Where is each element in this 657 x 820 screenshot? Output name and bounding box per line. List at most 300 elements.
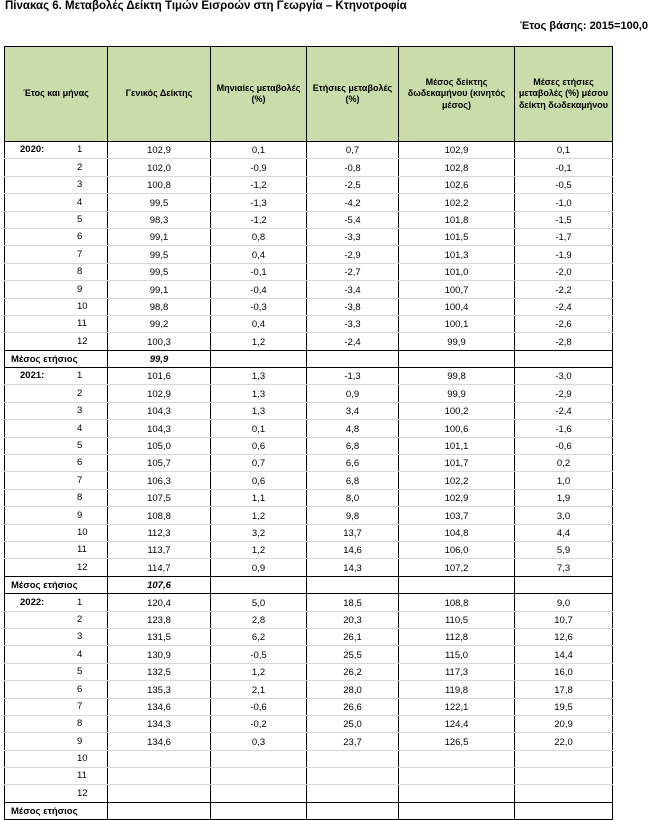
avg-annual-change-cell: 20,9 [515, 715, 613, 732]
month-label: 3 [77, 179, 83, 191]
general-index-cell: 105,0 [108, 437, 211, 454]
table-row [5, 420, 613, 437]
avg-annual-change-cell: -1,0 [515, 194, 613, 211]
month-label: 11 [77, 544, 87, 556]
general-index-cell: 99,5 [108, 194, 211, 211]
year-month-cell [5, 646, 108, 663]
empty-cell [307, 350, 399, 367]
year-month-cell [5, 402, 108, 419]
monthly-change-cell: 1,3 [211, 385, 307, 402]
annual-average-label: Μέσος ετήσιος [5, 576, 108, 593]
monthly-change-cell: -0,6 [211, 698, 307, 715]
monthly-change-cell: 1,2 [211, 507, 307, 524]
year-month-cell [5, 733, 108, 750]
general-index-cell: 108,8 [108, 507, 211, 524]
table-row [5, 385, 613, 402]
avg-annual-change-cell: 19,5 [515, 698, 613, 715]
year-month-cell [5, 472, 108, 489]
monthly-change-cell: -1,2 [211, 176, 307, 193]
annual-average-row [5, 802, 613, 819]
general-index-cell: 113,7 [108, 541, 211, 558]
monthly-change-cell [211, 768, 307, 785]
moving-average-cell: 115,0 [399, 646, 515, 663]
avg-annual-change-cell: -2,4 [515, 402, 613, 419]
moving-average-cell: 107,2 [399, 559, 515, 576]
month-label: 8 [77, 718, 83, 730]
moving-average-cell [399, 750, 515, 767]
empty-cell [399, 350, 515, 367]
year-month-cell [5, 298, 108, 315]
moving-average-cell: 117,3 [399, 663, 515, 680]
year-month-cell [5, 698, 108, 715]
moving-average-cell: 102,9 [399, 142, 515, 159]
monthly-change-cell: 0,8 [211, 228, 307, 245]
monthly-change-cell: 0,4 [211, 315, 307, 332]
month-label: 4 [77, 422, 83, 434]
table-row [5, 263, 613, 280]
table-row [5, 298, 613, 315]
annual-change-cell: 6,8 [307, 472, 399, 489]
month-label: 11 [77, 318, 87, 330]
monthly-change-cell: -1,2 [211, 211, 307, 228]
month-label: 12 [77, 335, 88, 347]
annual-change-cell: 6,6 [307, 455, 399, 472]
month-label: 3 [77, 405, 83, 417]
moving-average-cell: 100,1 [399, 315, 515, 332]
annual-change-cell: 25,5 [307, 646, 399, 663]
moving-average-cell: 100,2 [399, 402, 515, 419]
table-row [5, 681, 613, 698]
table-row [5, 785, 613, 802]
header-avg-annual-change: Μέσες ετήσιες μεταβολές (%) μέσου δείκτη δωδεκαμήνου [515, 47, 613, 142]
general-index-cell: 99,2 [108, 315, 211, 332]
annual-change-cell: -3,8 [307, 298, 399, 315]
general-index-cell: 99,5 [108, 246, 211, 263]
avg-annual-change-cell: -1,5 [515, 211, 613, 228]
table-row [5, 437, 613, 454]
avg-annual-change-cell: 0,2 [515, 455, 613, 472]
table-row [5, 611, 613, 628]
table-row [5, 628, 613, 645]
empty-cell [211, 350, 307, 367]
year-month-cell [5, 176, 108, 193]
annual-change-cell: -3,3 [307, 315, 399, 332]
month-label: 3 [77, 631, 83, 643]
year-month-cell [5, 628, 108, 645]
year-month-cell [5, 159, 108, 176]
header-moving-average: Μέσος δείκτης δωδεκαμήνου (κινητός μέσος) [399, 47, 515, 142]
index-table-container [4, 46, 613, 820]
month-label: 4 [77, 648, 83, 660]
month-label: 5 [77, 666, 83, 678]
general-index-cell: 107,5 [108, 489, 211, 506]
month-label: 10 [77, 753, 88, 765]
month-label: 5 [77, 440, 83, 452]
year-month-cell [5, 228, 108, 245]
moving-average-cell: 101,5 [399, 228, 515, 245]
monthly-change-cell: 3,2 [211, 524, 307, 541]
year-month-cell [5, 315, 108, 332]
month-label: 4 [77, 196, 83, 208]
annual-change-cell [307, 750, 399, 767]
year-month-cell [5, 142, 108, 159]
month-label: 1 [77, 144, 83, 156]
general-index-cell: 114,7 [108, 559, 211, 576]
monthly-change-cell: 5,0 [211, 594, 307, 611]
avg-annual-change-cell: -1,6 [515, 420, 613, 437]
annual-change-cell: 26,6 [307, 698, 399, 715]
annual-change-cell: 9,8 [307, 507, 399, 524]
general-index-cell: 99,5 [108, 263, 211, 280]
avg-annual-change-cell: -2,0 [515, 263, 613, 280]
table-row [5, 472, 613, 489]
table-row [5, 228, 613, 245]
table-row [5, 524, 613, 541]
general-index-cell: 102,9 [108, 142, 211, 159]
table-row [5, 194, 613, 211]
monthly-change-cell: -0,5 [211, 646, 307, 663]
avg-annual-change-cell: -3,0 [515, 368, 613, 385]
month-label: 6 [77, 683, 83, 695]
annual-change-cell [307, 768, 399, 785]
monthly-change-cell [211, 785, 307, 802]
avg-annual-change-cell: 7,3 [515, 559, 613, 576]
table-row [5, 368, 613, 385]
avg-annual-change-cell [515, 768, 613, 785]
moving-average-cell: 100,6 [399, 420, 515, 437]
empty-cell [515, 576, 613, 593]
annual-change-cell: 3,4 [307, 402, 399, 419]
month-label: 6 [77, 231, 83, 243]
table-row [5, 507, 613, 524]
monthly-change-cell: 2,1 [211, 681, 307, 698]
avg-annual-change-cell: 22,0 [515, 733, 613, 750]
avg-annual-change-cell: -0,1 [515, 159, 613, 176]
general-index-cell: 104,3 [108, 420, 211, 437]
year-month-cell [5, 368, 108, 385]
general-index-cell: 99,1 [108, 281, 211, 298]
year-month-cell [5, 785, 108, 802]
annual-change-cell: 14,3 [307, 559, 399, 576]
avg-annual-change-cell: -2,6 [515, 315, 613, 332]
general-index-cell: 100,3 [108, 333, 211, 350]
monthly-change-cell: 0,6 [211, 472, 307, 489]
annual-change-cell: 14,6 [307, 541, 399, 558]
month-label: 1 [77, 596, 83, 608]
monthly-change-cell: 1,3 [211, 402, 307, 419]
annual-change-cell: -1,3 [307, 368, 399, 385]
year-month-cell [5, 715, 108, 732]
general-index-cell: 102,9 [108, 385, 211, 402]
month-label: 9 [77, 735, 83, 747]
avg-annual-change-cell: 9,0 [515, 594, 613, 611]
avg-annual-change-cell: 14,4 [515, 646, 613, 663]
moving-average-cell: 102,2 [399, 194, 515, 211]
monthly-change-cell: 0,4 [211, 246, 307, 263]
year-label: 2022: [20, 596, 45, 608]
moving-average-cell: 112,8 [399, 628, 515, 645]
table-row [5, 315, 613, 332]
annual-change-cell: 25,0 [307, 715, 399, 732]
annual-change-cell: -0,8 [307, 159, 399, 176]
month-label: 2 [77, 387, 83, 399]
month-label: 12 [77, 561, 88, 573]
moving-average-cell: 104,8 [399, 524, 515, 541]
general-index-cell: 112,3 [108, 524, 211, 541]
year-month-cell [5, 263, 108, 280]
moving-average-cell: 100,4 [399, 298, 515, 315]
table-row [5, 211, 613, 228]
moving-average-cell: 99,8 [399, 368, 515, 385]
annual-average-row [5, 350, 613, 367]
annual-change-cell: -5,4 [307, 211, 399, 228]
avg-annual-change-cell: 17,8 [515, 681, 613, 698]
header-monthly-change: Μηνιαίες μεταβολές (%) [211, 47, 307, 142]
table-row [5, 455, 613, 472]
general-index-cell: 98,3 [108, 211, 211, 228]
year-month-cell [5, 750, 108, 767]
month-label: 10 [77, 526, 88, 538]
annual-average-label: Μέσος ετήσιος [5, 350, 108, 367]
avg-annual-change-cell: 3,0 [515, 507, 613, 524]
annual-change-cell: 20,3 [307, 611, 399, 628]
annual-change-cell: 28,0 [307, 681, 399, 698]
table-row [5, 159, 613, 176]
monthly-change-cell: -0,3 [211, 298, 307, 315]
table-row [5, 594, 613, 611]
empty-cell [515, 802, 613, 819]
annual-average-label: Μέσος ετήσιος [5, 802, 108, 819]
month-label: 8 [77, 492, 83, 504]
annual-average-value: 107,6 [108, 576, 211, 593]
table-row [5, 281, 613, 298]
general-index-cell: 134,6 [108, 733, 211, 750]
moving-average-cell: 100,7 [399, 281, 515, 298]
year-month-cell [5, 455, 108, 472]
month-label: 7 [77, 700, 83, 712]
header-general-index: Γενικός Δείκτης [108, 47, 211, 142]
year-month-cell [5, 507, 108, 524]
avg-annual-change-cell: -0,5 [515, 176, 613, 193]
general-index-cell: 102,0 [108, 159, 211, 176]
avg-annual-change-cell: 16,0 [515, 663, 613, 680]
page-title: Πίνακας 6. Μεταβολές Δείκτη Τιμών Εισροών στη Γεωργία – Κτηνοτροφία [5, 0, 407, 12]
table-row [5, 176, 613, 193]
avg-annual-change-cell: -1,7 [515, 228, 613, 245]
annual-change-cell: -2,9 [307, 246, 399, 263]
annual-change-cell: 6,8 [307, 437, 399, 454]
year-label: 2021: [20, 370, 45, 382]
table-row [5, 733, 613, 750]
annual-change-cell: -4,2 [307, 194, 399, 211]
avg-annual-change-cell: -2,9 [515, 385, 613, 402]
general-index-cell [108, 750, 211, 767]
year-month-cell [5, 246, 108, 263]
annual-change-cell: -3,3 [307, 228, 399, 245]
general-index-cell: 134,6 [108, 698, 211, 715]
annual-change-cell: 0,9 [307, 385, 399, 402]
general-index-cell [108, 785, 211, 802]
avg-annual-change-cell: 12,6 [515, 628, 613, 645]
annual-change-cell: 26,2 [307, 663, 399, 680]
avg-annual-change-cell: 1,9 [515, 489, 613, 506]
avg-annual-change-cell: 0,1 [515, 142, 613, 159]
general-index-cell: 98,8 [108, 298, 211, 315]
year-month-cell [5, 385, 108, 402]
table-row [5, 750, 613, 767]
moving-average-cell: 110,5 [399, 611, 515, 628]
moving-average-cell: 102,8 [399, 159, 515, 176]
month-label: 2 [77, 161, 83, 173]
avg-annual-change-cell: 10,7 [515, 611, 613, 628]
month-label: 8 [77, 266, 83, 278]
general-index-cell [108, 768, 211, 785]
year-month-cell [5, 611, 108, 628]
year-month-cell [5, 281, 108, 298]
month-label: 7 [77, 248, 83, 260]
monthly-change-cell: 1,1 [211, 489, 307, 506]
monthly-change-cell: 0,6 [211, 437, 307, 454]
moving-average-cell: 124,4 [399, 715, 515, 732]
avg-annual-change-cell: -1,9 [515, 246, 613, 263]
year-month-cell [5, 437, 108, 454]
avg-annual-change-cell: 4,4 [515, 524, 613, 541]
table-row [5, 663, 613, 680]
year-month-cell [5, 211, 108, 228]
table-row [5, 489, 613, 506]
annual-change-cell: -2,7 [307, 263, 399, 280]
general-index-cell: 130,9 [108, 646, 211, 663]
moving-average-cell: 108,8 [399, 594, 515, 611]
moving-average-cell [399, 768, 515, 785]
annual-change-cell: -3,4 [307, 281, 399, 298]
monthly-change-cell: -0,9 [211, 159, 307, 176]
monthly-change-cell: 0,7 [211, 455, 307, 472]
monthly-change-cell: -0,4 [211, 281, 307, 298]
annual-change-cell: -2,5 [307, 176, 399, 193]
monthly-change-cell: -0,1 [211, 263, 307, 280]
moving-average-cell: 106,0 [399, 541, 515, 558]
table-row [5, 768, 613, 785]
avg-annual-change-cell [515, 785, 613, 802]
annual-change-cell: 26,1 [307, 628, 399, 645]
table-row [5, 541, 613, 558]
monthly-change-cell: -0,2 [211, 715, 307, 732]
empty-cell [307, 576, 399, 593]
year-month-cell [5, 541, 108, 558]
monthly-change-cell: 6,2 [211, 628, 307, 645]
month-label: 2 [77, 613, 83, 625]
index-table [4, 46, 613, 820]
monthly-change-cell: 0,3 [211, 733, 307, 750]
annual-change-cell: 0,7 [307, 142, 399, 159]
annual-change-cell: -2,4 [307, 333, 399, 350]
header-annual-change: Ετήσιες μεταβολές (%) [307, 47, 399, 142]
annual-change-cell: 13,7 [307, 524, 399, 541]
table-body [5, 142, 613, 820]
year-month-cell [5, 559, 108, 576]
monthly-change-cell: 1,3 [211, 368, 307, 385]
year-month-cell [5, 663, 108, 680]
moving-average-cell: 102,9 [399, 489, 515, 506]
moving-average-cell: 119,8 [399, 681, 515, 698]
general-index-cell: 132,5 [108, 663, 211, 680]
year-month-cell [5, 489, 108, 506]
month-label: 9 [77, 283, 83, 295]
empty-cell [515, 350, 613, 367]
empty-cell [307, 802, 399, 819]
empty-cell [211, 802, 307, 819]
moving-average-cell: 126,5 [399, 733, 515, 750]
general-index-cell: 106,3 [108, 472, 211, 489]
moving-average-cell: 101,7 [399, 455, 515, 472]
year-month-cell [5, 768, 108, 785]
annual-average-value [108, 802, 211, 819]
moving-average-cell: 101,1 [399, 437, 515, 454]
moving-average-cell [399, 785, 515, 802]
monthly-change-cell: -1,3 [211, 194, 307, 211]
general-index-cell: 100,8 [108, 176, 211, 193]
month-label: 10 [77, 300, 88, 312]
year-label: 2020: [20, 144, 45, 156]
annual-change-cell [307, 785, 399, 802]
moving-average-cell: 101,0 [399, 263, 515, 280]
general-index-cell: 131,5 [108, 628, 211, 645]
annual-average-value: 99,9 [108, 350, 211, 367]
moving-average-cell: 99,9 [399, 385, 515, 402]
avg-annual-change-cell: -0,6 [515, 437, 613, 454]
empty-cell [399, 576, 515, 593]
year-month-cell [5, 524, 108, 541]
base-year-note: Έτος βάσης: 2015=100,0 [519, 20, 648, 32]
avg-annual-change-cell: -2,8 [515, 333, 613, 350]
general-index-cell: 135,3 [108, 681, 211, 698]
moving-average-cell: 103,7 [399, 507, 515, 524]
year-month-cell [5, 333, 108, 350]
table-row [5, 142, 613, 159]
year-month-cell [5, 194, 108, 211]
avg-annual-change-cell: 1,0 [515, 472, 613, 489]
year-month-cell [5, 594, 108, 611]
monthly-change-cell: 1,2 [211, 333, 307, 350]
avg-annual-change-cell: -2,2 [515, 281, 613, 298]
general-index-cell: 104,3 [108, 402, 211, 419]
month-label: 1 [77, 370, 83, 382]
annual-average-row [5, 576, 613, 593]
table-row [5, 333, 613, 350]
annual-change-cell: 8,0 [307, 489, 399, 506]
moving-average-cell: 102,6 [399, 176, 515, 193]
avg-annual-change-cell: 5,9 [515, 541, 613, 558]
table-row [5, 402, 613, 419]
header-year-month: Έτος και μήνας [5, 47, 108, 142]
annual-change-cell: 4,8 [307, 420, 399, 437]
empty-cell [211, 576, 307, 593]
general-index-cell: 105,7 [108, 455, 211, 472]
table-row [5, 646, 613, 663]
month-label: 11 [77, 770, 87, 782]
monthly-change-cell: 0,1 [211, 142, 307, 159]
general-index-cell: 120,4 [108, 594, 211, 611]
table-row [5, 559, 613, 576]
month-label: 6 [77, 457, 83, 469]
avg-annual-change-cell [515, 750, 613, 767]
table-row [5, 715, 613, 732]
avg-annual-change-cell: -2,4 [515, 298, 613, 315]
monthly-change-cell: 1,2 [211, 541, 307, 558]
moving-average-cell: 99,9 [399, 333, 515, 350]
general-index-cell: 134,3 [108, 715, 211, 732]
